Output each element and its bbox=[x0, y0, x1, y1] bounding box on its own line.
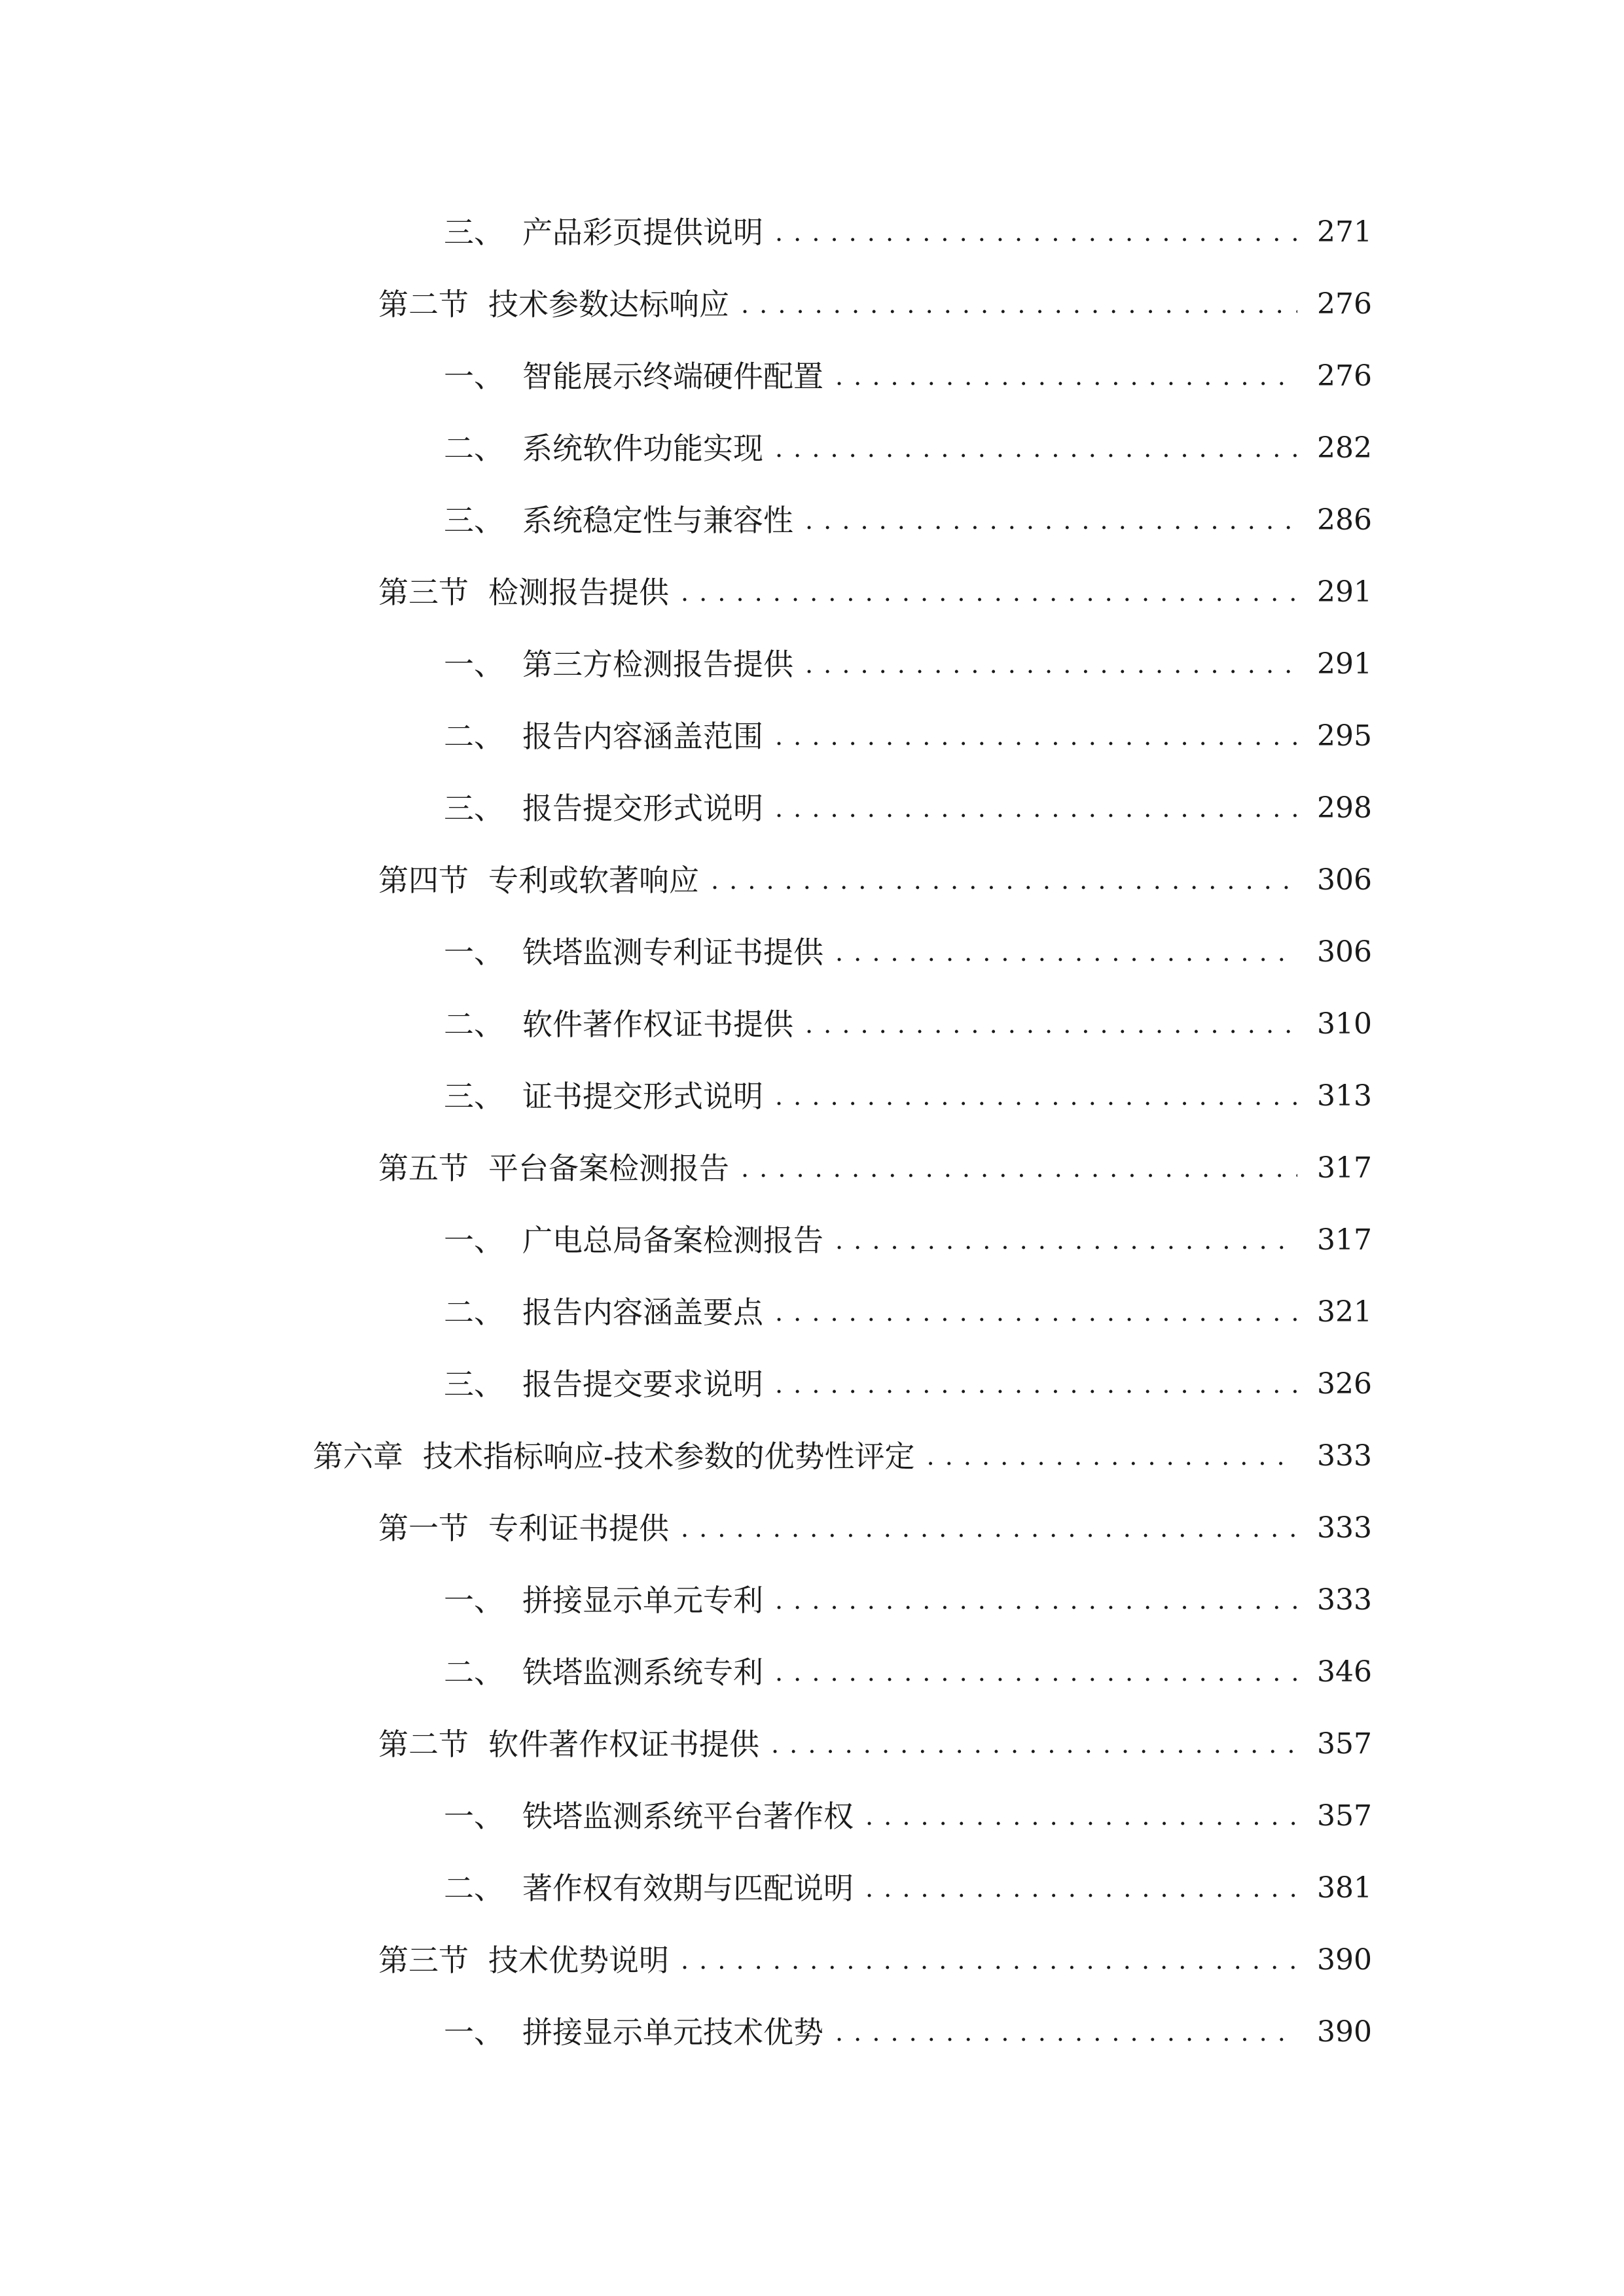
toc-entry[interactable] bbox=[0, 1420, 1624, 1492]
toc-entry-title: 拼接显示单元专利 bbox=[522, 1583, 763, 1618]
toc-dot-leader bbox=[775, 412, 1297, 484]
toc-entry-number: 一、 bbox=[444, 935, 504, 970]
toc-entry-number: 第四节 bbox=[378, 863, 469, 898]
toc-entry[interactable] bbox=[0, 1852, 1624, 1924]
toc-entry[interactable] bbox=[0, 1348, 1624, 1420]
toc-entry[interactable] bbox=[0, 1924, 1624, 1996]
toc-entry-title: 技术优势说明 bbox=[488, 1943, 669, 1978]
toc-entry-number: 第三节 bbox=[378, 1943, 469, 1978]
toc-entry-number: 二、 bbox=[444, 1007, 504, 1042]
toc-entry[interactable] bbox=[0, 916, 1624, 988]
toc-entry[interactable] bbox=[0, 988, 1624, 1060]
toc-dot-leader bbox=[711, 844, 1297, 916]
toc-dot-leader bbox=[771, 1708, 1297, 1780]
toc-dot-leader bbox=[775, 772, 1297, 844]
toc-entry-number: 三、 bbox=[444, 503, 504, 538]
toc-entry[interactable] bbox=[0, 1492, 1624, 1564]
toc-dot-leader bbox=[775, 700, 1297, 772]
toc-entry-title: 技术参数达标响应 bbox=[488, 287, 729, 322]
toc-entry-page: 271 bbox=[1317, 215, 1372, 249]
toc-entry-page: 317 bbox=[1317, 1223, 1372, 1257]
toc-dot-leader bbox=[835, 916, 1297, 988]
toc-entry-title: 平台备案检测报告 bbox=[488, 1151, 729, 1186]
toc-entry-number: 一、 bbox=[444, 1223, 504, 1258]
toc-entry-title: 广电总局备案检测报告 bbox=[522, 1223, 823, 1258]
toc-entry[interactable] bbox=[0, 1564, 1624, 1636]
toc-entry-title: 铁塔监测系统专利 bbox=[522, 1655, 763, 1690]
toc-dot-leader bbox=[835, 1204, 1297, 1276]
toc-entry-page: 306 bbox=[1317, 935, 1372, 969]
toc-entry-title: 软件著作权证书提供 bbox=[522, 1007, 793, 1042]
toc-entry-page: 333 bbox=[1317, 1511, 1372, 1545]
toc-entry-title: 技术指标响应-技术参数的优势性评定 bbox=[423, 1439, 915, 1474]
toc-entry-page: 298 bbox=[1317, 791, 1372, 825]
toc-entry-title: 报告内容涵盖范围 bbox=[522, 719, 763, 754]
toc-entry-page: 291 bbox=[1317, 647, 1372, 681]
toc-entry[interactable] bbox=[0, 1780, 1624, 1852]
toc-entry-number: 二、 bbox=[444, 1655, 504, 1690]
toc-entry-title: 拼接显示单元技术优势 bbox=[522, 2015, 823, 2050]
toc-entry-number: 三、 bbox=[444, 215, 504, 250]
toc-dot-leader bbox=[865, 1780, 1297, 1852]
toc-entry-page: 276 bbox=[1317, 287, 1372, 321]
toc-entry-title: 智能展示终端硬件配置 bbox=[522, 359, 823, 394]
toc-entry-title: 软件著作权证书提供 bbox=[488, 1727, 759, 1762]
toc-entry[interactable] bbox=[0, 268, 1624, 340]
toc-entry-number: 三、 bbox=[444, 1079, 504, 1114]
toc-entry[interactable] bbox=[0, 484, 1624, 556]
toc-dot-leader bbox=[865, 1852, 1297, 1924]
toc-entry-title: 专利或软著响应 bbox=[488, 863, 699, 898]
toc-entry-page: 321 bbox=[1317, 1295, 1372, 1329]
toc-dot-leader bbox=[835, 1996, 1297, 2068]
toc-entry-page: 333 bbox=[1317, 1583, 1372, 1617]
toc-dot-leader bbox=[927, 1420, 1297, 1492]
toc-entry-page: 317 bbox=[1317, 1151, 1372, 1185]
toc-entry-number: 一、 bbox=[444, 1799, 504, 1834]
toc-entry-title: 著作权有效期与匹配说明 bbox=[522, 1871, 854, 1906]
toc-entry-number: 第一节 bbox=[378, 1511, 469, 1546]
toc-entry[interactable] bbox=[0, 412, 1624, 484]
toc-dot-leader bbox=[741, 268, 1297, 340]
toc-entry[interactable] bbox=[0, 628, 1624, 700]
toc-entry-number: 三、 bbox=[444, 1367, 504, 1402]
toc-entry[interactable] bbox=[0, 1204, 1624, 1276]
toc-entry-title: 证书提交形式说明 bbox=[522, 1079, 763, 1114]
toc-entry-page: 357 bbox=[1317, 1727, 1372, 1761]
toc-entry[interactable] bbox=[0, 1996, 1624, 2068]
toc-entry[interactable] bbox=[0, 556, 1624, 628]
toc-entry[interactable] bbox=[0, 1636, 1624, 1708]
toc-entry-number: 第五节 bbox=[378, 1151, 469, 1186]
toc-entry-page: 291 bbox=[1317, 575, 1372, 609]
toc-entry-number: 二、 bbox=[444, 1871, 504, 1906]
toc-entry-title: 产品彩页提供说明 bbox=[522, 215, 763, 250]
toc-entry-page: 357 bbox=[1317, 1799, 1372, 1833]
toc-entry-page: 346 bbox=[1317, 1655, 1372, 1689]
toc-entry-title: 系统稳定性与兼容性 bbox=[522, 503, 793, 538]
toc-entry[interactable] bbox=[0, 1060, 1624, 1132]
toc-dot-leader bbox=[805, 628, 1297, 700]
toc-dot-leader bbox=[775, 1060, 1297, 1132]
toc-entry-page: 326 bbox=[1317, 1367, 1372, 1401]
toc-entry-page: 282 bbox=[1317, 431, 1372, 465]
toc-entry[interactable] bbox=[0, 700, 1624, 772]
toc-entry-title: 铁塔监测系统平台著作权 bbox=[522, 1799, 854, 1834]
toc-entry-number: 第二节 bbox=[378, 1727, 469, 1762]
toc-entry-number: 二、 bbox=[444, 1295, 504, 1330]
toc-entry-title: 报告内容涵盖要点 bbox=[522, 1295, 763, 1330]
toc-entry-number: 第六章 bbox=[313, 1439, 403, 1474]
toc-entry-title: 铁塔监测专利证书提供 bbox=[522, 935, 823, 970]
toc-dot-leader bbox=[681, 1924, 1297, 1996]
toc-dot-leader bbox=[775, 1564, 1297, 1636]
toc-dot-leader bbox=[775, 1348, 1297, 1420]
toc-dot-leader bbox=[775, 1636, 1297, 1708]
toc-entry-page: 381 bbox=[1317, 1871, 1372, 1905]
toc-entry[interactable] bbox=[0, 340, 1624, 412]
toc-dot-leader bbox=[805, 988, 1297, 1060]
toc-entry-page: 306 bbox=[1317, 863, 1372, 897]
toc-entry-title: 第三方检测报告提供 bbox=[522, 647, 793, 682]
toc-entry[interactable] bbox=[0, 772, 1624, 844]
toc-entry-number: 一、 bbox=[444, 2015, 504, 2050]
toc-dot-leader bbox=[835, 340, 1297, 412]
toc-entry-page: 390 bbox=[1317, 2015, 1372, 2049]
toc-dot-leader bbox=[775, 196, 1297, 268]
toc-dot-leader bbox=[805, 484, 1297, 556]
toc-entry[interactable] bbox=[0, 1132, 1624, 1204]
toc-entry-page: 310 bbox=[1317, 1007, 1372, 1041]
toc-entry-number: 一、 bbox=[444, 647, 504, 682]
toc-entry-title: 报告提交形式说明 bbox=[522, 791, 763, 826]
toc-dot-leader bbox=[741, 1132, 1297, 1204]
toc-entry-number: 第二节 bbox=[378, 287, 469, 322]
toc-entry-title: 检测报告提供 bbox=[488, 575, 669, 610]
toc-entry[interactable] bbox=[0, 844, 1624, 916]
toc-entry-page: 313 bbox=[1317, 1079, 1372, 1113]
toc-entry-title: 系统软件功能实现 bbox=[522, 431, 763, 466]
toc-entry[interactable] bbox=[0, 196, 1624, 268]
toc-entry-number: 三、 bbox=[444, 791, 504, 826]
toc-entry-page: 286 bbox=[1317, 503, 1372, 537]
toc-entry-title: 报告提交要求说明 bbox=[522, 1367, 763, 1402]
toc-entry-page: 390 bbox=[1317, 1943, 1372, 1977]
toc-entry-number: 第三节 bbox=[378, 575, 469, 610]
toc-entry-page: 276 bbox=[1317, 359, 1372, 393]
toc-dot-leader bbox=[681, 556, 1297, 628]
toc-entry-number: 一、 bbox=[444, 1583, 504, 1618]
table-of-contents bbox=[0, 196, 1624, 2068]
toc-entry-number: 一、 bbox=[444, 359, 504, 394]
toc-entry-title: 专利证书提供 bbox=[488, 1511, 669, 1546]
toc-entry-page: 333 bbox=[1317, 1439, 1372, 1473]
toc-entry[interactable] bbox=[0, 1276, 1624, 1348]
toc-entry-page: 295 bbox=[1317, 719, 1372, 753]
toc-dot-leader bbox=[681, 1492, 1297, 1564]
toc-entry[interactable] bbox=[0, 1708, 1624, 1780]
toc-dot-leader bbox=[775, 1276, 1297, 1348]
toc-entry-number: 二、 bbox=[444, 431, 504, 466]
toc-entry-number: 二、 bbox=[444, 719, 504, 754]
